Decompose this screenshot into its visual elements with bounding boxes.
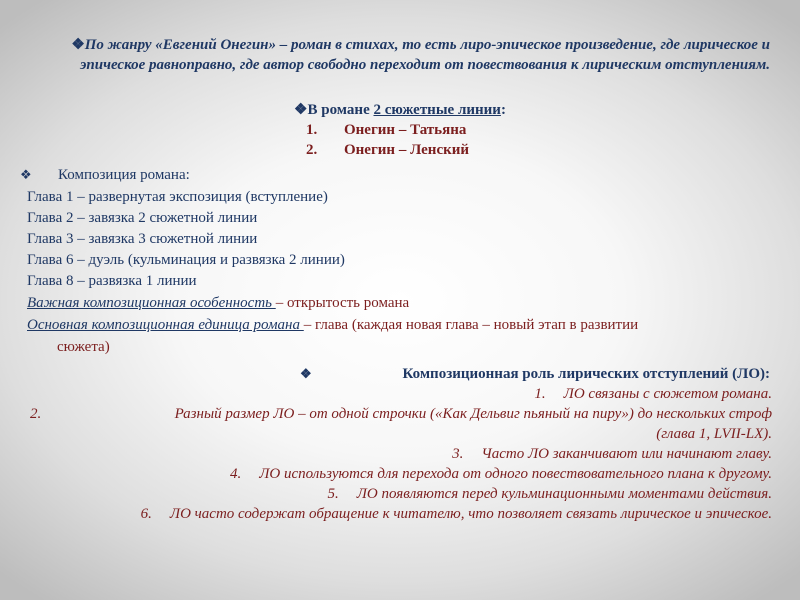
gem-icon: ❖ (294, 102, 308, 118)
storyline-item (0, 120, 800, 140)
digression-text: ЛО появляются перед кульминационными моментами действия. (356, 486, 772, 502)
chapter-line: Глава 6 – дуэль (кульминация и развязка 2 линии) (27, 252, 345, 268)
feature-text: – открытость романа (275, 295, 410, 311)
digression-number: 4. (229, 466, 242, 482)
digression-text-continued: (глава 1, LVII-LX). (656, 426, 772, 442)
unit-text: – глава (каждая новая глава – новый этап в развитии (303, 317, 639, 333)
digressions-title-text: Композиционная роль лирических отступлений (ЛО): (402, 366, 770, 382)
chapter-line: Глава 3 – завязка 3 сюжетной линии (27, 231, 258, 247)
digression-number: 6. (140, 506, 152, 522)
storyline-number: 2. (306, 142, 318, 158)
digression-text: Разный размер ЛО – от одной строчки («Как Дельвиг пьяный на пиру») до нескольких строф (174, 406, 772, 422)
digression-item (0, 504, 800, 524)
digression-text: Часто ЛО заканчивают или начинают главу. (481, 446, 772, 462)
storylines-suffix: : (500, 102, 506, 118)
diamond-bullet-icon: ❖ (20, 167, 32, 182)
unit-text-continued: сюжета) (57, 339, 110, 355)
storylines-section (0, 100, 800, 160)
digressions-section (0, 364, 800, 524)
digression-text: ЛО используются для перехода от одного повествовательного плана к другому. (259, 466, 772, 482)
digression-item (0, 384, 800, 404)
composition-heading (0, 164, 800, 186)
chapter-line: Глава 1 – развернутая экспозиция (вступление) (27, 189, 328, 205)
gem-icon: ❖ (71, 37, 85, 53)
digression-item (0, 404, 800, 444)
storyline-item (0, 140, 800, 160)
composition-heading-text: Композиция романа: (58, 167, 190, 183)
digression-number: 3. (452, 446, 464, 462)
unit-label: Основная композиционная единица романа (27, 317, 304, 333)
storyline-number: 1. (306, 122, 318, 138)
unit-note (0, 314, 800, 358)
intro-paragraph (60, 36, 770, 75)
diamond-bullet-icon: ❖ (300, 366, 312, 381)
digression-number: 1. (534, 386, 546, 402)
digression-item (0, 444, 800, 464)
chapter-line: Глава 2 – завязка 2 сюжетной линии (27, 210, 258, 226)
digression-number: 5. (327, 486, 339, 502)
storylines-heading (0, 100, 800, 120)
feature-note (0, 292, 800, 314)
storyline-text: Онегин – Ленский (344, 142, 470, 158)
storylines-prefix: В романе (307, 102, 374, 118)
intro-section (0, 36, 800, 75)
digressions-title (0, 364, 800, 384)
digression-text: ЛО часто содержат обращение к читателю, что позволяет связать лирическое и эпическое. (169, 506, 772, 522)
storylines-underlined: 2 сюжетные линии (373, 102, 501, 118)
feature-label: Важная композиционная особенность (27, 295, 276, 311)
digression-number: 2. (30, 406, 42, 422)
digression-item (0, 464, 800, 484)
intro-text: По жанру «Евгений Онегин» – роман в стихах, то есть лиро-эпическое произведение, где лирическое и эпическое равноправно, где автор свободно переходит от повествования к лирическим отступлениям. (80, 37, 770, 73)
storyline-text: Онегин – Татьяна (344, 122, 467, 138)
chapter-line: Глава 8 – развязка 1 линии (27, 273, 197, 289)
digression-text: ЛО связаны с сюжетом романа. (563, 386, 772, 402)
digression-item (0, 484, 800, 504)
composition-section (0, 164, 800, 358)
